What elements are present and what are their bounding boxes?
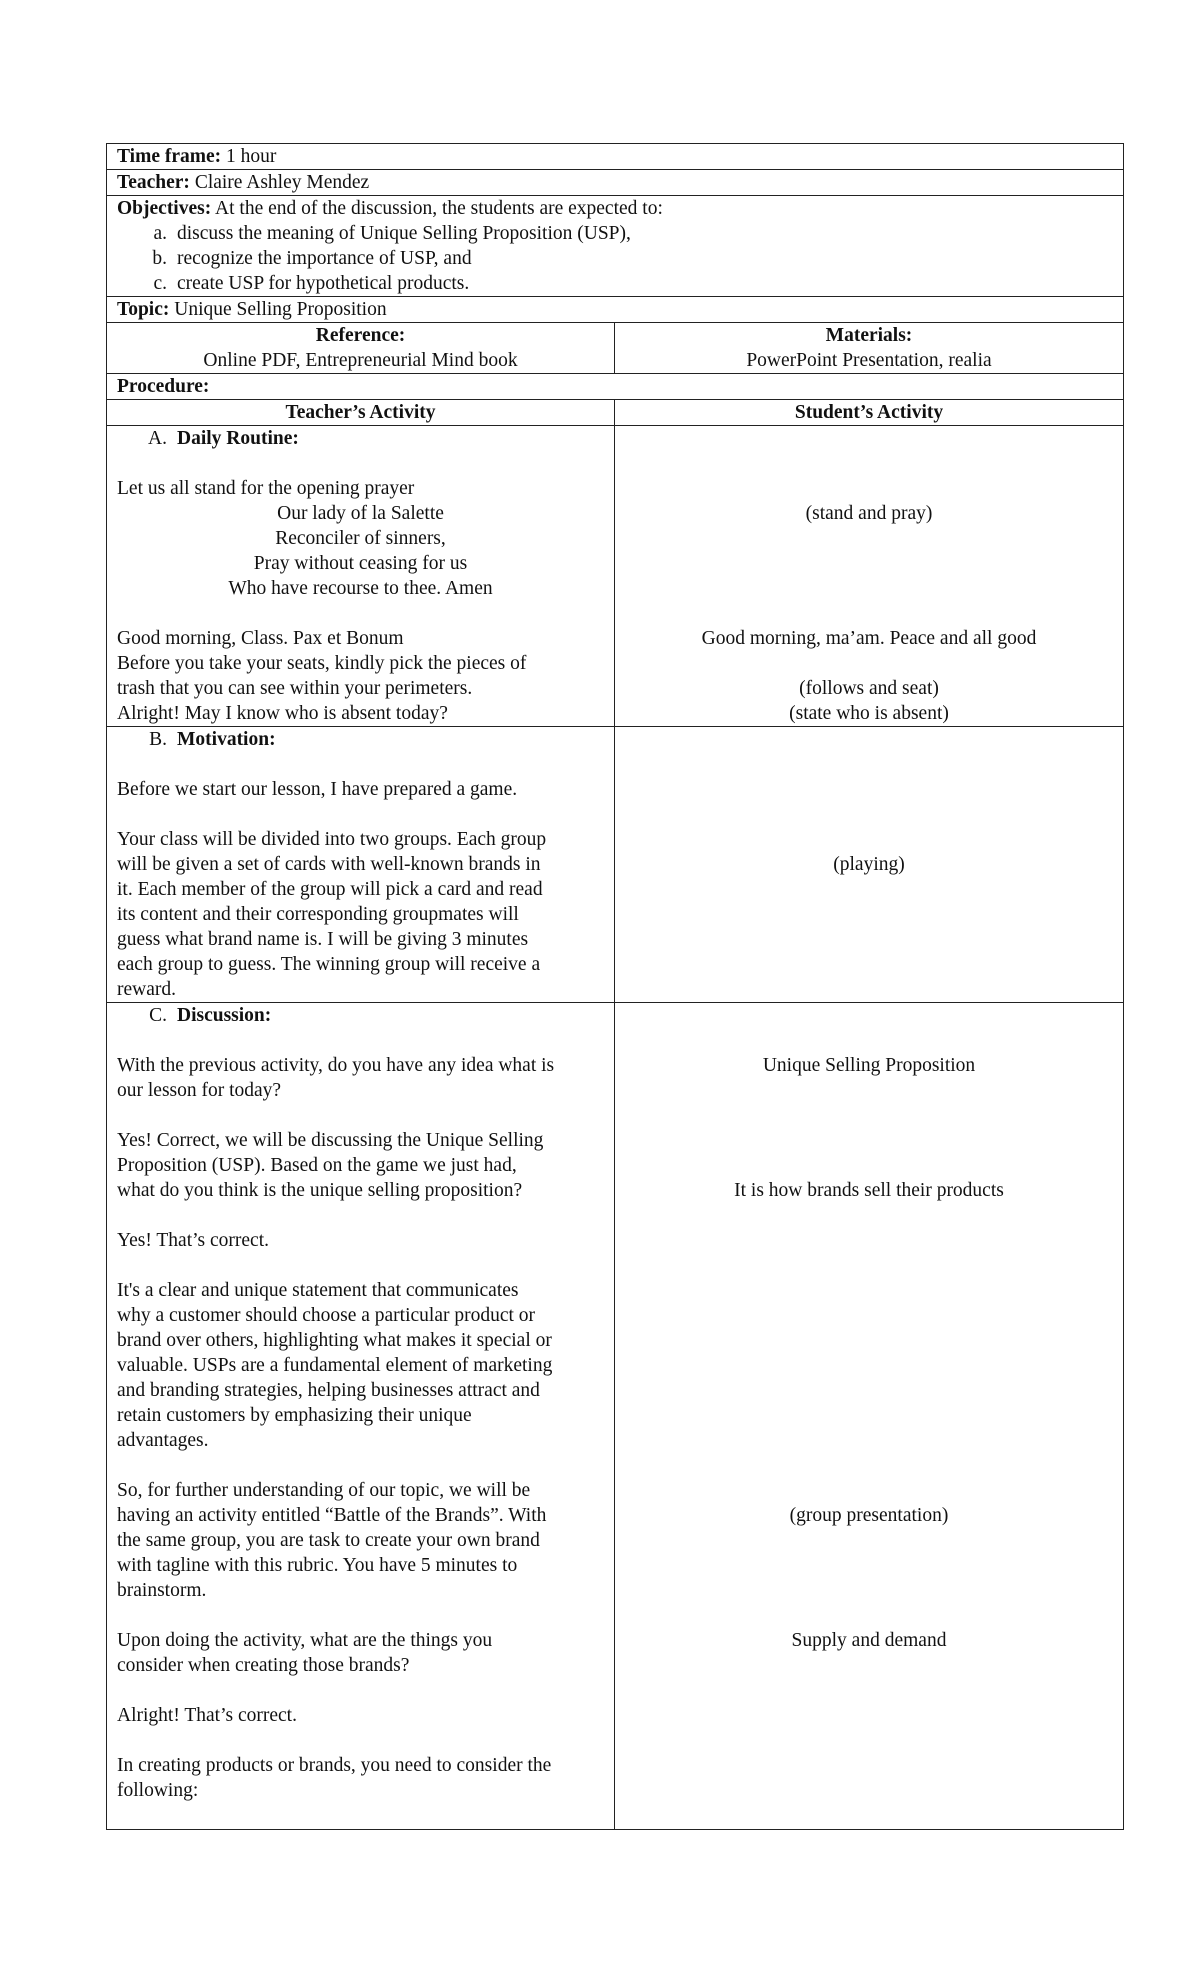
student-absent: (state who is absent): [789, 703, 949, 724]
activity-instructions: So, for further understanding of our topic, we will be having an activity entitled “Battle of the Brands”. With the same group, you are task to create your own brand with tagline with this rubric. You have 5 minutes to brainstorm.: [117, 1480, 547, 1601]
topic-value: Unique Selling Proposition: [174, 299, 387, 320]
student-group-presentation: (group presentation): [789, 1505, 949, 1526]
time-frame-row: [106, 143, 1124, 170]
section-a-row: [106, 426, 1124, 727]
student-how-answer: It is how brands sell their products: [734, 1180, 1004, 1201]
materials-value: PowerPoint Presentation, realia: [746, 350, 992, 371]
student-greeting: Good morning, ma’am. Peace and all good: [701, 628, 1037, 649]
reference-label: Reference:: [315, 325, 406, 346]
section-c-teacher: C. Discussion: With the previous activity, do you have any idea what is our lesson for today? Yes! Correct, we will be discussing the Unique Selling Proposition (USP). Based on the game we just had, what do you think is the unique selling proposition? Yes! That’s correct. It's a clear and unique statement that communicates why a customer should choose a particular product or brand over others, highlighting what makes it special or valuable. USPs are a fundamental element of marketing and branding strategies, helping businesses attract and retain customers by emphasizing their unique advantages. So, for further understanding of our topic, we will be having an activity entitled “Battle of the Brands”. With the same group, you are task to create your own brand with tagline with this rubric. You have 5 minutes to brainstorm. Upon doing the activity, what are the things you consider when creating those brands? Alright! That’s correct. In creating products or brands, you need to consider the following:: [107, 1003, 615, 1829]
motivation-instructions: Your class will be divided into two groups. Each group will be given a set of cards with well-known brands in it. Each member of the group will pick a card and read its content and their corresponding groupmates will guess what brand name is. I will be giving 3 minutes each group to guess. The winning group will receive a reward.: [117, 829, 547, 1000]
time-frame-label: Time frame:: [117, 146, 222, 167]
section-c-student: [615, 1003, 1123, 1829]
section-a-title: Daily Routine:: [177, 428, 299, 449]
objectives-intro: At the end of the discussion, the students are expected to:: [215, 198, 663, 219]
student-follows: (follows and seat): [799, 678, 939, 699]
greeting-text: Good morning, Class. Pax et Bonum: [117, 628, 404, 649]
section-b-row: [106, 727, 1124, 1003]
opening-prayer-text: Let us all stand for the opening prayer: [117, 478, 415, 499]
absent-question: Alright! May I know who is absent today?: [117, 703, 448, 724]
student-activity-header: Student’s Activity: [794, 402, 944, 423]
objective-item: c. create USP for hypothetical products.: [153, 273, 470, 294]
topic-row: [106, 297, 1124, 323]
section-c-row: [106, 1003, 1124, 1830]
objectives-list: [117, 221, 1113, 296]
usp-definition: It's a clear and unique statement that communicates why a customer should choose a particular product or brand over others, highlighting what makes it special or valuable. USPs are a fundamental element of marketing and branding strategies, helping businesses attract and retain customers by emphasizing their unique advantages.: [117, 1280, 553, 1451]
reference-value: Online PDF, Entrepreneurial Mind book: [203, 350, 518, 371]
section-b-marker: B.: [149, 729, 167, 750]
section-b-student: [615, 727, 1123, 1002]
student-supply-answer: Supply and demand: [791, 1630, 947, 1651]
student-playing: (playing): [833, 854, 905, 875]
procedure-row: [106, 374, 1124, 400]
teacher-label: Teacher:: [117, 172, 190, 193]
activity-header-row: [106, 400, 1124, 426]
materials-cell: [615, 323, 1123, 373]
section-b-teacher: B. Motivation: Before we start our lesson, I have prepared a game. Your class will be divided into two groups. Each group will be given a set of cards with well-known brands in it. Each member of the group will pick a card and read its content and their corresponding groupmates will guess what brand name is. I will be giving 3 minutes each group to guess. The winning group will receive a reward.: [107, 727, 615, 1002]
lesson-plan-document: [106, 143, 1124, 1830]
section-b-title: Motivation:: [177, 729, 276, 750]
prayer-verse: Our lady of la Salette Reconciler of sinners, Pray without ceasing for us Who have recourse to thee. Amen: [228, 503, 493, 599]
teacher-name: Claire Ashley Mendez: [194, 172, 370, 193]
student-pray: (stand and pray): [805, 503, 933, 524]
objectives-label: Objectives:: [117, 198, 212, 219]
objective-item: a. discuss the meaning of Unique Selling Proposition (USP),: [153, 223, 631, 244]
teacher-activity-header: Teacher’s Activity: [285, 402, 436, 423]
topic-label: Topic:: [117, 299, 170, 320]
objectives-row: [106, 196, 1124, 297]
section-a-teacher: A. Daily Routine: Let us all stand for the opening prayer Our lady of la Salette Reconciler of sinners, Pray without ceasing for us Who have recourse to thee. Amen Good morning, Class. Pax et Bonum Before you take your seats, kindly pick the pieces of trash that you can see within your perimeters. Alright! May I know who is absent today?: [107, 426, 615, 726]
reference-materials-row: [106, 323, 1124, 374]
time-frame-value: 1 hour: [226, 146, 277, 167]
reference-cell: [107, 323, 615, 373]
student-usp-answer: Unique Selling Proposition: [762, 1055, 976, 1076]
section-c-title: Discussion:: [177, 1005, 272, 1026]
objective-item: b. recognize the importance of USP, and: [152, 248, 472, 269]
materials-label: Materials:: [825, 325, 913, 346]
procedure-label: Procedure:: [117, 376, 210, 397]
teacher-row: [106, 170, 1124, 196]
section-a-student: [615, 426, 1123, 726]
section-a-marker: A.: [148, 428, 167, 449]
section-c-marker: C.: [149, 1005, 167, 1026]
